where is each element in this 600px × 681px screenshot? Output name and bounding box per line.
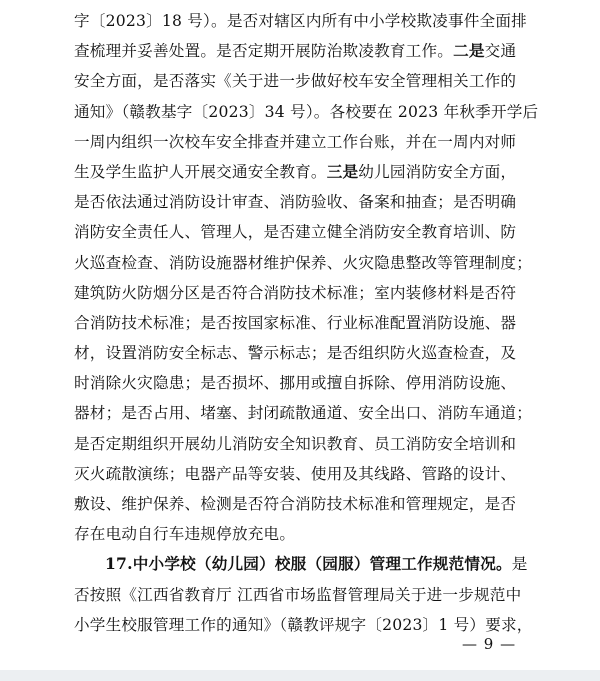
text-line: 通知》（赣教基字〔2023〕34 号）。各校要在 2023 年秋季开学后 — [74, 102, 539, 121]
text-line: 敷设、维护保养、检测是否符合消防技术标准和管理规定，是否 — [74, 495, 517, 513]
text-line: 否按照《江西省教育厅 江西省市场监督管理局关于进一步规范中 — [74, 585, 522, 604]
section-heading: 17.中小学校（幼儿园）校服（园服）管理工作规范情况。 — [105, 554, 512, 574]
text-line: 火巡查检查、消防设施器材维护保养、火灾隐患整改等管理制度； — [74, 253, 533, 272]
text-line: 生及学生监护人开展交通安全教育。三是幼儿园消防安全方面， — [74, 161, 517, 181]
text-line: 字〔2023〕18 号）。是否对辖区内所有中小学校欺凌事件全面排 — [74, 12, 527, 30]
section-heading-line: 17.中小学校（幼儿园）校服（园服）管理工作规范情况。是 — [105, 554, 528, 574]
emphasis-text: 三是 — [326, 161, 359, 181]
text-line: 灭火疏散演练；电器产品等安装、使用及其线路、管路的设计、 — [74, 464, 517, 483]
text-line: 器材；是否占用、堵塞、封闭疏散通道、安全出口、消防车通道； — [74, 404, 533, 423]
text-line: 是否依法通过消防设计审查、消防验收、备案和抽查；是否明确 — [74, 193, 517, 212]
page-bottom-edge — [0, 670, 600, 681]
emphasis-text: 二是 — [453, 41, 485, 61]
text-line: 小学生校服管理工作的通知》（赣教评规字〔2023〕1 号）要求， — [74, 615, 533, 634]
text-line: 查梳理并妥善处置。是否定期开展防治欺凌教育工作。二是交通 — [74, 41, 517, 61]
text-line: 消防安全责任人、管理人，是否建立健全消防安全教育培训、防 — [74, 223, 517, 242]
text-line: 时消除火灾隐患；是否损坏、挪用或擅自拆除、停用消防设施、 — [74, 374, 517, 393]
text-line: 存在电动自行车违规停放充电。 — [74, 525, 296, 544]
text-line: 合消防技术标准；是否按国家标准、行业标准配置消防设施、器 — [74, 313, 517, 332]
text-line: 建筑防火防烟分区是否符合消防技术标准；室内装修材料是否符 — [74, 283, 517, 302]
body-text — [74, 6, 539, 640]
text-line: 是否定期组织开展幼儿消防安全知识教育、员工消防安全培训和 — [74, 434, 517, 453]
text-line: 安全方面，是否落实《关于进一步做好校车安全管理相关工作的 — [74, 72, 517, 91]
text-line: 材，设置消防安全标志、警示标志；是否组织防火巡查检查，及 — [74, 344, 517, 363]
text-line: 一周内组织一次校车安全排查并建立工作台账，并在一周内对师 — [74, 132, 517, 151]
page-number: — 9 — — [462, 635, 517, 653]
